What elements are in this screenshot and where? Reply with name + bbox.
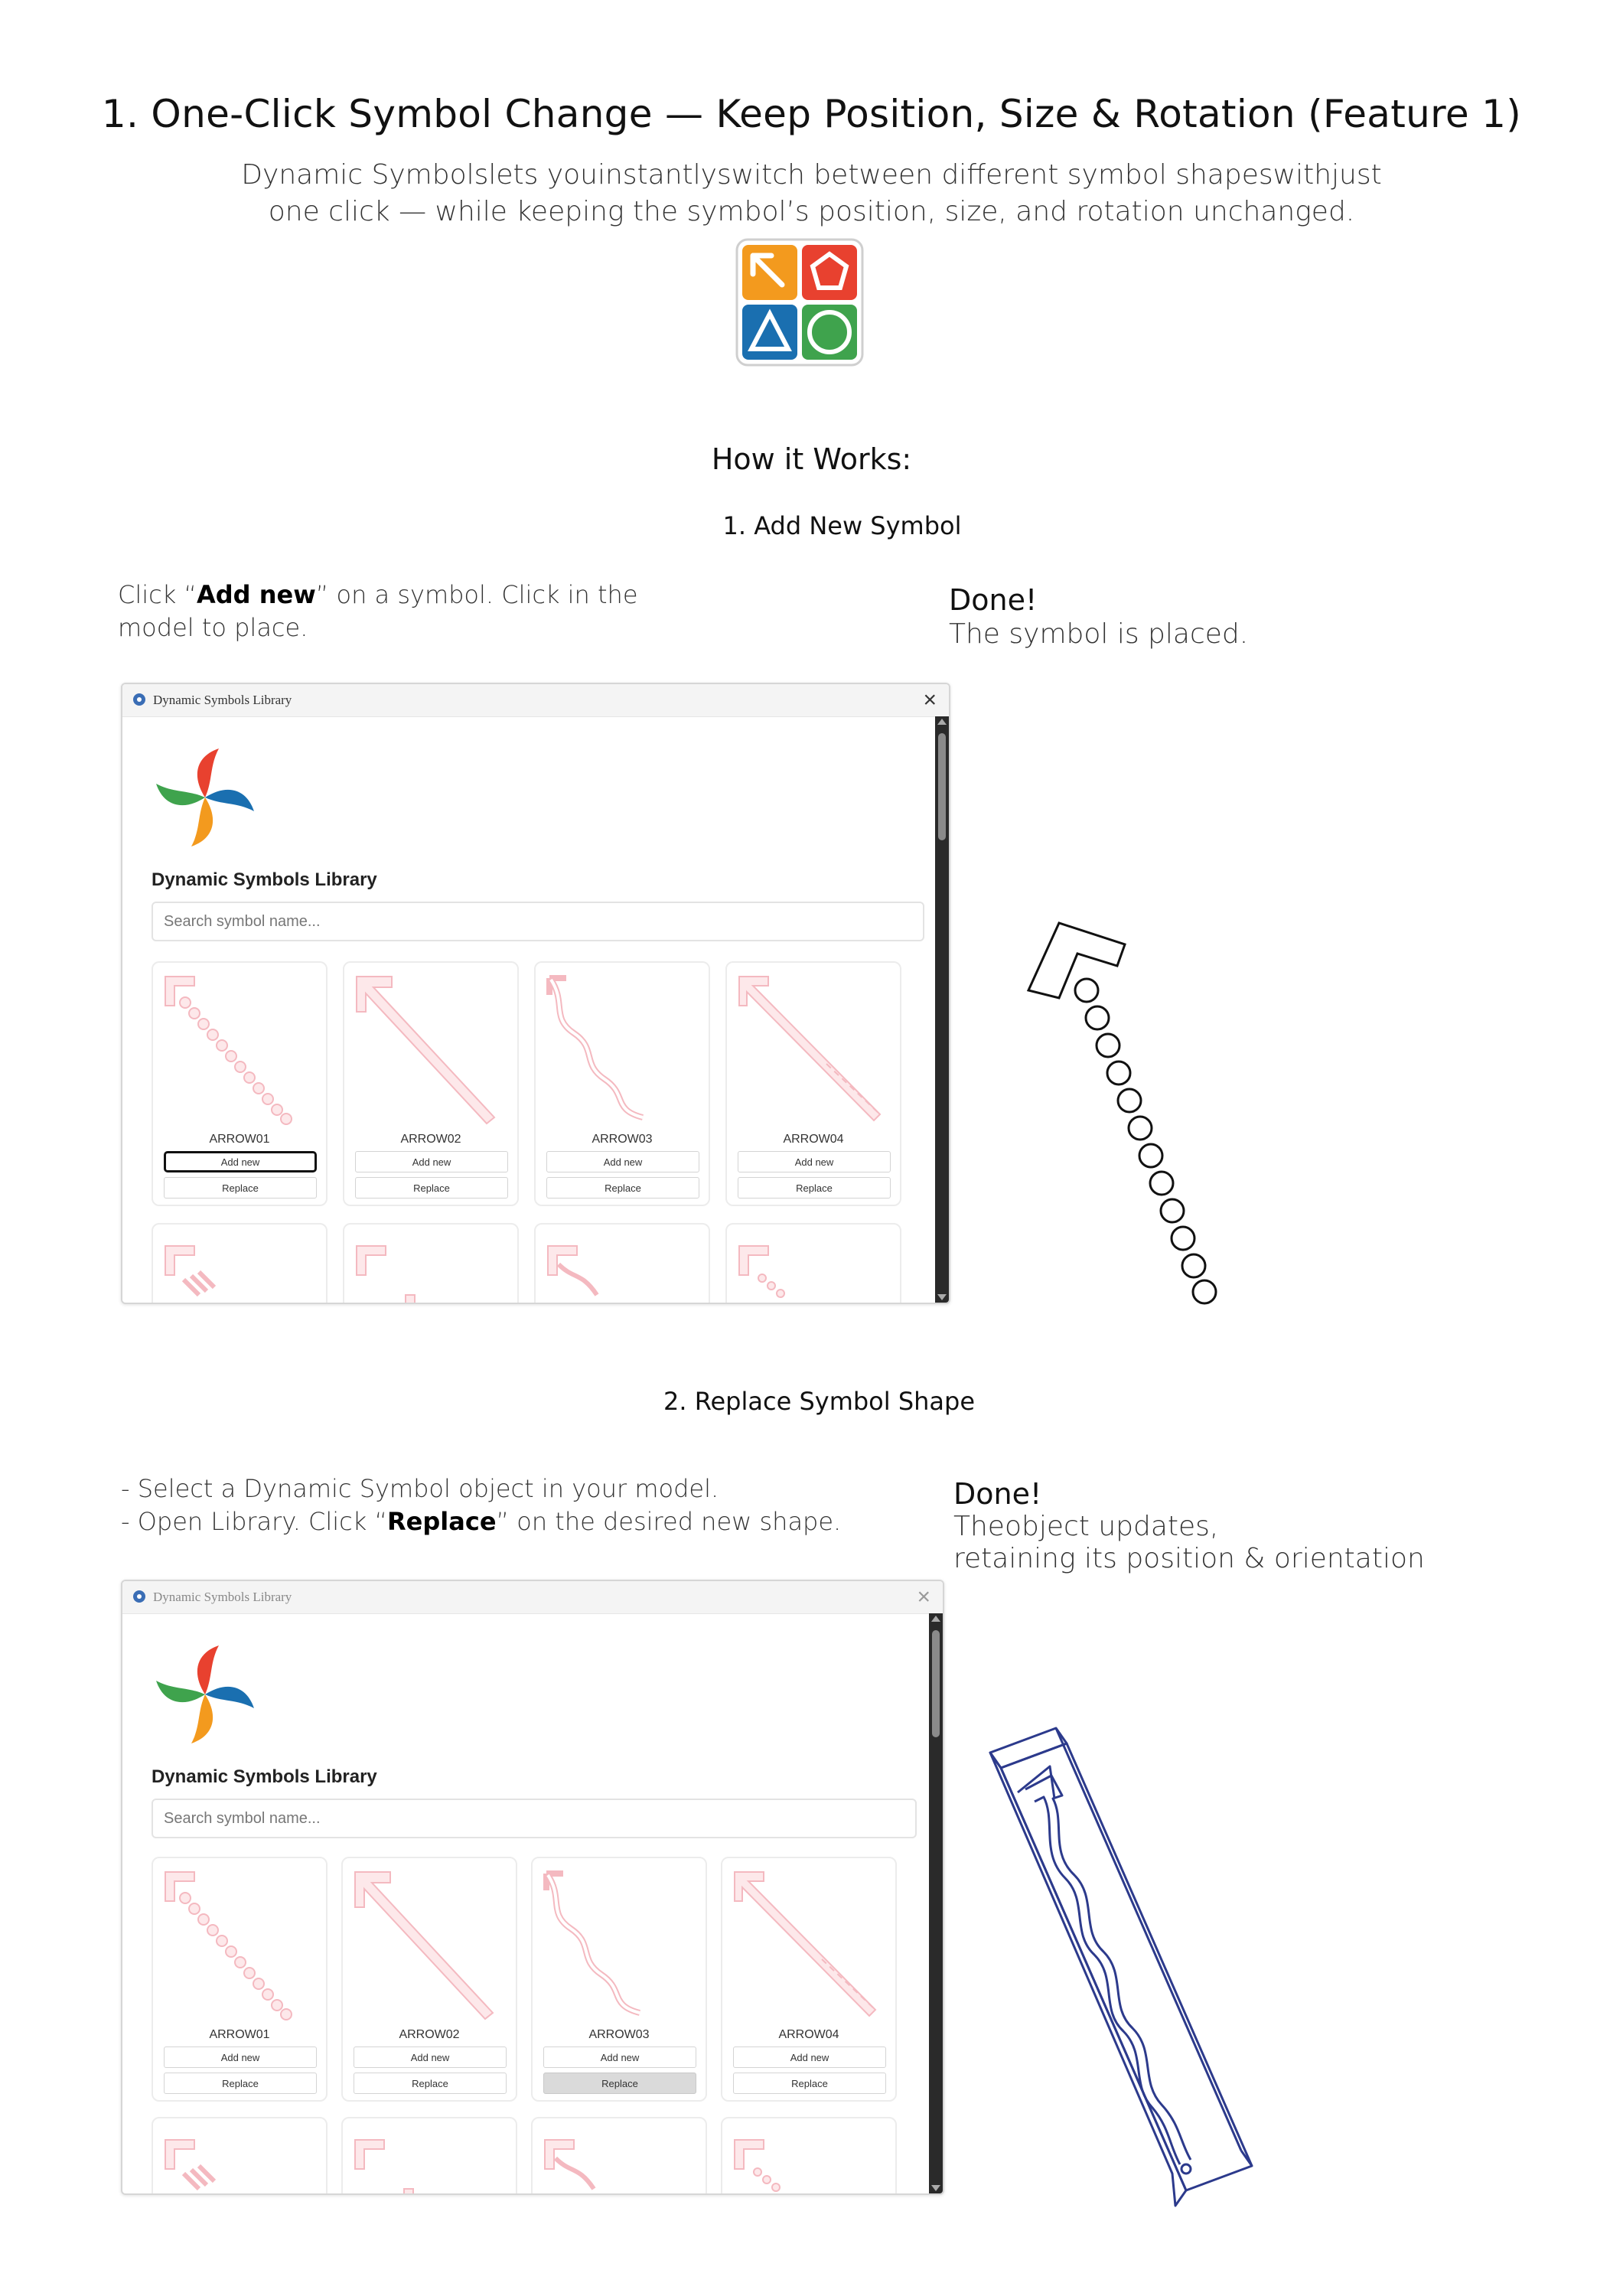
scroll-up-icon[interactable] xyxy=(937,719,947,725)
add-new-button[interactable]: Add new xyxy=(354,2047,507,2068)
intro-line-2: one click — while keeping the symbol’s position, size, and rotation unchanged. xyxy=(268,196,1355,227)
arrow01-thumbnail xyxy=(161,1867,318,2020)
symbol-thumbnail xyxy=(735,1234,892,1304)
library-window-1 xyxy=(121,683,950,1304)
symbol-thumbnail xyxy=(161,1234,318,1304)
replaced-symbol-illustration xyxy=(979,1722,1286,2219)
add-new-button[interactable]: Add new xyxy=(546,1151,699,1172)
scroll-down-icon[interactable] xyxy=(931,2185,940,2191)
library-heading: Dynamic Symbols Library xyxy=(152,869,377,890)
window-title-bar xyxy=(122,1581,943,1614)
symbol-card-row2 xyxy=(341,2117,517,2195)
symbol-card-row2 xyxy=(721,2117,897,2195)
symbol-card-arrow04 xyxy=(721,1857,897,2102)
arrow02-thumbnail xyxy=(350,1867,508,2020)
scroll-down-icon[interactable] xyxy=(937,1294,947,1300)
symbol-thumbnail xyxy=(543,1234,701,1304)
replace-button[interactable]: Replace xyxy=(164,2073,317,2094)
symbol-thumbnail xyxy=(540,2128,698,2195)
step2-done-title: Done! xyxy=(953,1477,1042,1511)
symbol-name: ARROW03 xyxy=(592,1133,653,1146)
step2-done-text: Theobject updates, retaining its position & orientation xyxy=(953,1511,1425,1574)
symbol-name: ARROW04 xyxy=(783,1133,844,1146)
scroll-thumb[interactable] xyxy=(932,1630,940,1737)
dynamic-symbols-logo xyxy=(735,237,865,367)
add-new-button[interactable]: Add new xyxy=(733,2047,886,2068)
library-window-2 xyxy=(121,1580,944,2195)
step1-done-title: Done! xyxy=(949,583,1038,617)
step2-heading: 2. Replace Symbol Shape xyxy=(663,1387,976,1416)
symbol-card-row2 xyxy=(343,1223,519,1304)
symbol-thumbnail xyxy=(730,2128,888,2195)
replace-button[interactable]: Replace xyxy=(164,1177,317,1199)
symbol-name: ARROW02 xyxy=(399,2028,460,2041)
symbol-card-row2 xyxy=(531,2117,707,2195)
window-title: Dynamic Symbols Library xyxy=(153,1590,292,1604)
close-icon[interactable]: × xyxy=(923,687,937,713)
step1-instructions: Click “Add new” on a symbol. Click in the model to place. xyxy=(118,580,638,642)
scrollbar[interactable] xyxy=(929,1613,943,2193)
page-title: 1. One-Click Symbol Change — Keep Position, Size & Rotation (Feature 1) xyxy=(101,92,1522,136)
symbol-thumbnail xyxy=(350,2128,508,2195)
symbol-card-arrow01 xyxy=(152,961,328,1206)
step1-heading: 1. Add New Symbol xyxy=(722,511,962,540)
pinwheel-logo-icon xyxy=(153,745,257,850)
symbol-card-arrow02 xyxy=(343,961,519,1206)
replace-button[interactable]: Replace xyxy=(546,1177,699,1199)
replace-button[interactable]: Replace xyxy=(738,1177,891,1199)
symbol-thumbnail xyxy=(352,1234,510,1304)
step1-done-text: The symbol is placed. xyxy=(949,618,1249,650)
symbol-card-row2 xyxy=(152,2117,328,2195)
intro-line-1: Dynamic Symbolslets youinstantlyswitch between different symbol shapeswithjust xyxy=(241,159,1382,191)
pinwheel-logo-icon xyxy=(153,1642,257,1746)
replace-button[interactable]: Replace xyxy=(733,2073,886,2094)
scroll-up-icon[interactable] xyxy=(931,1616,940,1622)
how-it-works-heading: How it Works: xyxy=(711,442,912,476)
symbol-card-row2 xyxy=(534,1223,710,1304)
library-heading: Dynamic Symbols Library xyxy=(152,1766,377,1787)
add-new-button[interactable]: Add new xyxy=(355,1151,508,1172)
app-icon xyxy=(132,692,147,707)
placed-symbol-illustration xyxy=(1010,911,1255,1316)
symbol-name: ARROW03 xyxy=(588,2028,650,2041)
arrow04-thumbnail xyxy=(735,972,892,1125)
search-input[interactable] xyxy=(152,1799,917,1838)
step2-instructions: - Select a Dynamic Symbol object in your model. - Open Library. Click “Replace” on the desired new shape. xyxy=(121,1474,842,1536)
symbol-thumbnail xyxy=(161,2128,318,2195)
symbol-card-arrow03 xyxy=(534,961,710,1206)
scrollbar[interactable] xyxy=(935,716,949,1303)
search-input[interactable] xyxy=(152,902,924,941)
add-new-button[interactable]: Add new xyxy=(738,1151,891,1172)
add-new-button[interactable]: Add new xyxy=(164,2047,317,2068)
symbol-card-arrow04 xyxy=(725,961,901,1206)
symbol-card-arrow01 xyxy=(152,1857,328,2102)
symbol-name: ARROW02 xyxy=(400,1133,461,1146)
add-new-button[interactable]: Add new xyxy=(543,2047,696,2068)
symbol-card-row2 xyxy=(152,1223,328,1304)
symbol-name: ARROW01 xyxy=(209,1133,270,1146)
replace-button[interactable]: Replace xyxy=(543,2073,696,2094)
arrow04-thumbnail xyxy=(730,1867,888,2020)
symbol-card-row2 xyxy=(725,1223,901,1304)
symbol-name: ARROW04 xyxy=(778,2028,839,2041)
scroll-thumb[interactable] xyxy=(938,733,946,840)
add-new-button[interactable]: Add new xyxy=(164,1151,317,1172)
replace-button[interactable]: Replace xyxy=(354,2073,507,2094)
symbol-name: ARROW01 xyxy=(209,2028,270,2041)
symbol-card-arrow02 xyxy=(341,1857,517,2102)
arrow01-thumbnail xyxy=(161,972,318,1125)
arrow03-thumbnail xyxy=(543,972,701,1125)
app-icon xyxy=(132,1589,147,1604)
close-icon[interactable]: × xyxy=(917,1584,930,1609)
arrow02-thumbnail xyxy=(352,972,510,1125)
symbol-card-arrow03 xyxy=(531,1857,707,2102)
replace-button[interactable]: Replace xyxy=(355,1177,508,1199)
window-title-bar xyxy=(122,684,949,717)
arrow03-thumbnail xyxy=(540,1867,698,2020)
window-title: Dynamic Symbols Library xyxy=(153,693,292,707)
